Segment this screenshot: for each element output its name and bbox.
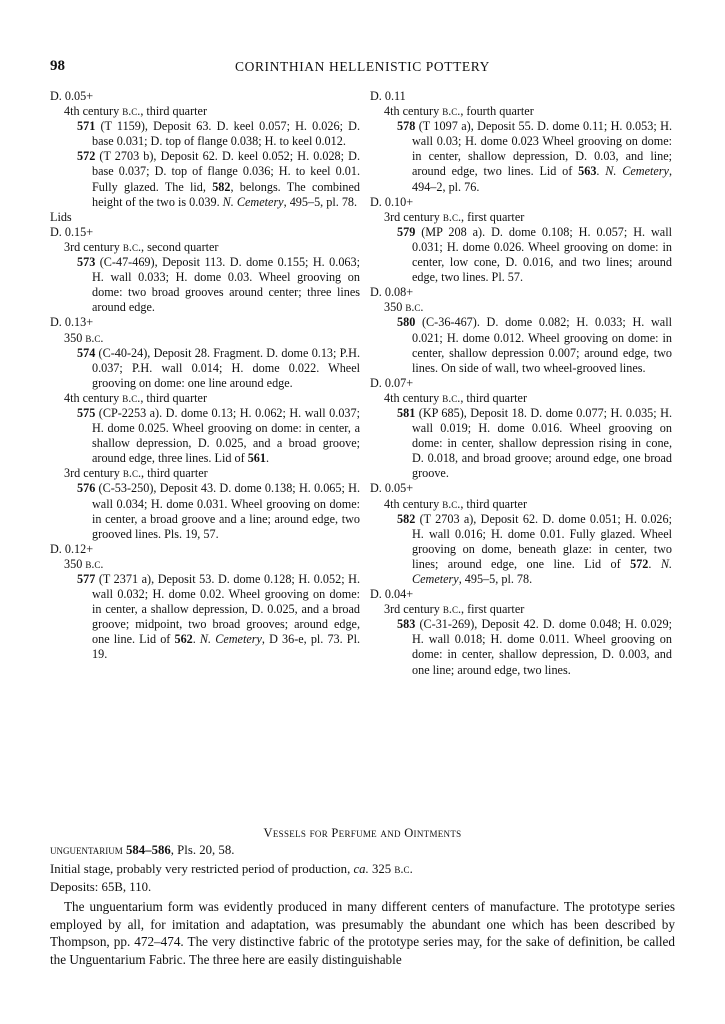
cross-reference: 572 [630,556,649,571]
date-text: 4th century [64,104,123,119]
date-text: 4th century [384,496,443,511]
era-label: b.c. [442,104,461,119]
date-text: 4th century [384,104,443,119]
date-heading [50,240,360,255]
era-label: b.c. [442,496,461,511]
date-qualifier: , first quarter [461,602,525,617]
date-qualifier: , third quarter [460,496,527,511]
right-column [370,89,672,678]
size-heading: D. 0.10+ [370,194,414,209]
entry-text: (T 1159), Deposit 63. D. keel 0.057; H. 0.026; D. base 0.031; D. top of flange 0.038; H. to keel 0.012. [92,119,360,149]
era-label: b.c. [122,239,141,254]
initial-stage-line [50,861,675,877]
catalog-entry [50,149,360,209]
era-label: b.c. [85,330,104,345]
body-paragraph: The unguentarium form was evidently produced in many different centers of manufacture. The prototype series employed by all, for imitation and adaptation, was presumably the abundant one which has been described by Thompson, pp. 472–474. The very distinctive fabric of the prototype series may, for the sake of definition, be called the Unguentarium Fabric. The three here are easily distinguishable [50,899,675,967]
era-label: b.c. [442,602,461,617]
date-heading [370,210,672,225]
entry-text: (C-40-24), Deposit 28. Fragment. D. dome 0.13; P.H. 0.037; P.H. wall 0.014; H. dome 0.022. Wheel grooving on dome: one line around edge. [92,345,360,390]
entry-text: . [192,632,200,647]
date-heading [370,497,672,512]
entry-text: (T 2371 a), Deposit 53. D. dome 0.128; H. 0.052; H. wall 0.032; H. dome 0.02. Wheel grooving on dome: in center, a shallow depression, D. 0.025, and a broad groove; midpoint, two broad grooves; around edge, one line. Lid of [92,572,360,647]
size-heading: D. 0.08+ [370,285,414,300]
size-heading: D. 0.11 [370,89,406,103]
unguentarium-heading [50,842,675,858]
unguentarium-plates: , Pls. 20, 58. [170,843,235,857]
date-qualifier: , second quarter [141,239,219,254]
date-heading [50,557,360,572]
date-heading [370,104,672,119]
date-heading [50,331,360,346]
catalog-number: 578 [397,119,416,134]
entry-text: , D 36-e, pl. 73. Pl. 19. [92,632,361,662]
entry-text: . [265,451,270,466]
date-heading [50,466,360,481]
era-label: b.c. [442,390,461,405]
catalog-entry [370,617,672,677]
catalog-number: 579 [397,224,416,239]
entry-text: , 494–2, pl. 76. [412,164,673,194]
size-heading: D. 0.05+ [370,481,414,496]
citation: N. Cemetery [605,164,669,179]
date-text: 350 [64,556,86,571]
era-label: b.c. [405,300,424,315]
date-text: 3rd century [384,602,443,617]
era-label: b.c. [122,466,141,481]
entry-text: . [596,164,606,179]
date-heading [50,391,360,406]
catalog-number: 581 [397,405,416,420]
date-text: 4th century [64,390,123,405]
date-text: 350 [64,330,86,345]
catalog-entry [370,406,672,481]
date-heading [370,300,672,315]
catalog-number: 582 [397,511,416,526]
entry-text: (C-53-250), Deposit 43. D. dome 0.138; H. 0.065; H. wall 0.034; H. dome 0.031. Wheel grooving on dome: in center, a broad groove and a line; around edge, two grooved lines. Pls. 19, 57. [92,481,360,541]
date-text: 350 [384,300,406,315]
section-title: Vessels for Perfume and Ointments [263,826,462,840]
entry-text: (C-31-269), Deposit 42. D. dome 0.048; H. 0.029; H. wall 0.018; H. dome 0.011. Wheel grooving on dome: in center, shallow depression, D. 0.003, and one line; around edge, two lines. [412,617,672,677]
era-label: b.c. [85,556,104,571]
catalog-entry [370,512,672,587]
date-text: 3rd century [64,239,123,254]
entry-text: (CP-2253 a). D. dome 0.13; H. 0.062; H. wall 0.037; H. dome 0.025. Wheel grooving on dome: in center, a shallow depression, D. 0.025, and a broad groove; around edge, three lines. Lid of [92,405,360,466]
date-heading [370,391,672,406]
cross-reference: 562 [174,632,193,647]
date-text: 3rd century [64,466,123,481]
date-heading [50,104,360,119]
left-column [50,89,360,663]
catalog-number: 571 [77,119,96,134]
catalog-number: 577 [77,572,96,586]
date-qualifier: , third quarter [140,390,207,405]
category-heading: Lids [50,209,72,224]
catalog-entry [370,315,672,375]
initial-stage-bc: b.c. [394,862,413,876]
catalog-entry [370,119,672,194]
catalog-entry [50,346,360,391]
citation: N. Cemetery [199,632,262,647]
entry-text: (T 2703 a), Deposit 62. D. dome 0.051; H. 0.026; H. wall 0.016; H. dome 0.01. Fully glazed. Wheel grooving on dome, beneath glaze: in center, two lines; around edge, one line. Lid of [412,511,672,571]
citation: N. Cemetery [222,194,284,209]
initial-stage-circa: ca. [353,862,369,876]
catalog-entry [370,225,672,285]
entry-text: , 495–5, pl. 78. [283,194,358,209]
cross-reference: 561 [247,451,266,466]
unguentarium-refs: 584–586 [125,843,171,857]
date-qualifier: , third quarter [460,390,527,405]
catalog-number: 572 [77,149,96,164]
entry-text: , belongs. The combined height of the two is 0.039. [92,179,361,209]
date-text: 4th century [384,390,443,405]
catalog-entry [50,255,360,315]
entry-text: (KP 685), Deposit 18. D. dome 0.077; H. 0.035; H. wall 0.019; H. dome 0.016. Wheel grooving on dome: in center, shallow depression rising in cone, D. 0.018, and broad groove; around edge, one broad groove. [412,405,672,481]
catalog-number: 576 [77,481,96,496]
size-heading: D. 0.04+ [370,587,414,602]
deposits-line: Deposits: 65B, 110. [50,880,152,894]
initial-stage-text: Initial stage, probably very restricted period of production, [50,862,354,876]
entry-text: (T 1097 a), Deposit 55. D. dome 0.11; H. 0.053; H. wall 0.03; H. dome 0.023 Wheel grooving on dome: in center, shallow depression, D. 0.03, and line; around edge, two lines. Lid of [412,119,672,179]
era-label: b.c. [122,390,141,405]
catalog-number: 580 [397,315,416,330]
entry-text: (T 2703 b), Deposit 62. D. keel 0.052; H. 0.028; D. base 0.037; D. top of flange 0.036; H. to keel 0.01. Fully glazed. The lid, [92,149,360,194]
date-qualifier: , fourth quarter [460,104,534,119]
unguentarium-label: unguentarium [50,843,123,857]
catalog-number: 574 [77,345,96,360]
catalog-number: 575 [77,405,96,420]
entry-text: , 495–5, pl. 78. [458,572,533,586]
date-qualifier: , third quarter [141,466,208,481]
running-head: CORINTHIAN HELLENISTIC POTTERY [235,59,490,74]
catalog-entry [50,119,360,149]
catalog-entry [50,406,360,466]
date-qualifier: , third quarter [140,104,207,119]
catalog-number: 573 [77,255,96,270]
size-heading: D. 0.07+ [370,375,414,390]
date-qualifier: , first quarter [461,209,525,224]
entry-text: (C-36-467). D. dome 0.082; H. 0.033; H. wall 0.021; H. dome 0.012. Wheel grooving on dome: in center, shallow depression 0.007; around edge, two lines. On side of wall, two wheel-grooved lines. [412,315,672,375]
page-header [50,58,675,78]
date-text: 3rd century [384,209,443,224]
era-label: b.c. [122,104,141,119]
initial-stage-year: 325 [368,862,395,876]
size-heading: D. 0.13+ [50,315,94,330]
size-heading: D. 0.12+ [50,541,94,556]
entry-text: (MP 208 a). D. dome 0.108; H. 0.057; H. wall 0.031; H. dome 0.026. Wheel grooving on dome: in center, low cone, D. 0.016, and two lines; around edge, two lines. Pl. 57. [412,224,672,285]
date-heading [370,602,672,617]
catalog-number: 583 [397,617,416,632]
catalog-entry [50,572,360,663]
size-heading: D. 0.05+ [50,89,94,103]
catalog-entry [50,481,360,541]
size-heading: D. 0.15+ [50,224,94,239]
era-label: b.c. [442,209,461,224]
cross-reference: 563 [578,164,597,179]
page-number: 98 [50,58,65,74]
entry-text: . [648,556,661,571]
cross-reference: 582 [212,179,231,194]
citation: N. Cemetery [412,556,673,586]
entry-text: (C-47-469), Deposit 113. D. dome 0.155; H. 0.063; H. wall 0.033; H. dome 0.03. Wheel grooving on dome: two broad grooves around center; three lines around edge. [92,255,360,315]
